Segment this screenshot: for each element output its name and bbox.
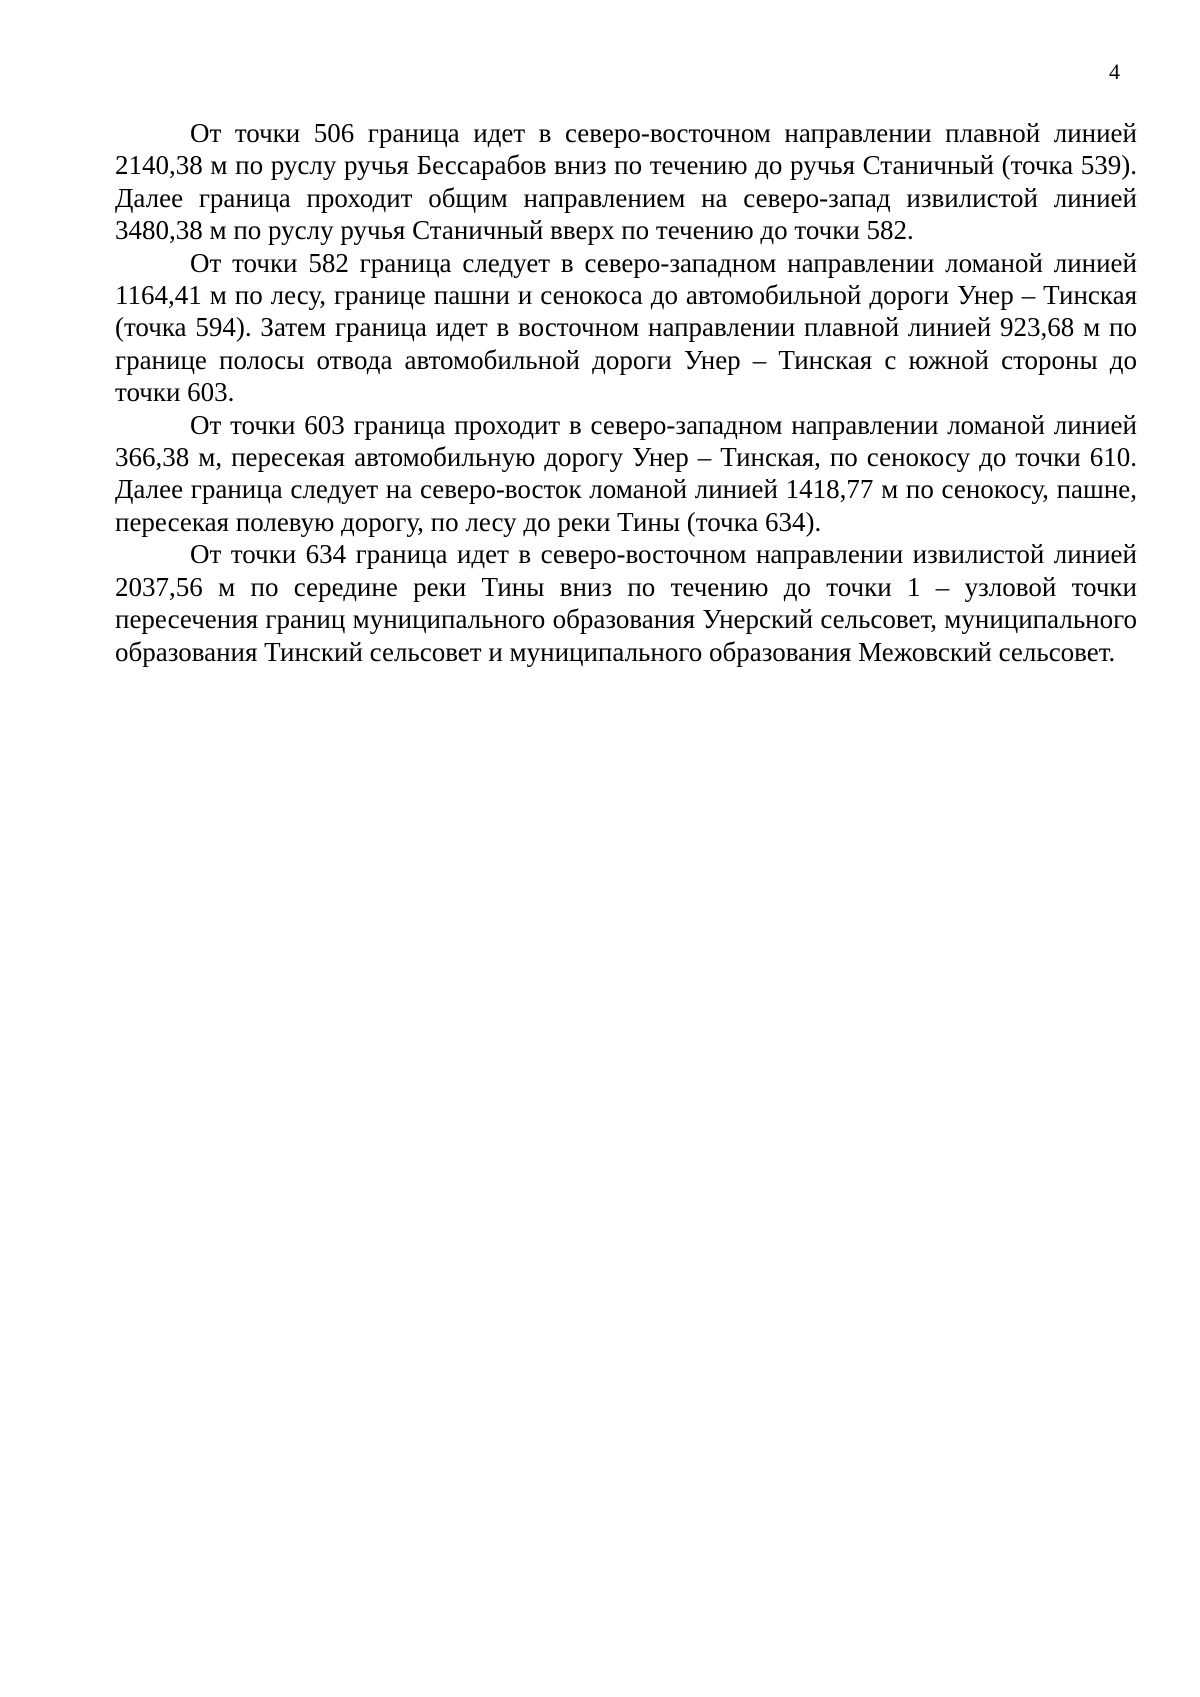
document-body bbox=[115, 117, 1137, 668]
paragraph: От точки 603 граница проходит в северо-западном направлении ломаной линией 366,38 м, пересекая автомобильную дорогу Унер – Тинская, по сенокосу до точки 610. Далее граница следует на северо-восток ломаной линией 1418,77 м по сенокосу, пашне, пересекая полевую дорогу, по лесу до реки Тины (точка 634). bbox=[115, 409, 1137, 537]
paragraph: От точки 582 граница следует в северо-западном направлении ломаной линией 1164,41 м по лесу, границе пашни и сенокоса до автомобильной дороги Унер – Тинская (точка 594). Затем граница идет в восточном направлении плавной линией 923,68 м по границе полосы отвода автомобильной дороги Унер – Тинская с южной стороны до точки 603. bbox=[115, 247, 1137, 408]
paragraph: От точки 506 граница идет в северо-восточном направлении плавной линией 2140,38 м по руслу ручья Бессарабов вниз по течению до ручья Станичный (точка 539). Далее граница проходит общим направлением на северо-запад извилистой линией 3480,38 м по руслу ручья Станичный вверх по течению до точки 582. bbox=[115, 118, 1137, 246]
paragraph: От точки 634 граница идет в северо-восточном направлении извилистой линией 2037,56 м по середине реки Тины вниз по течению до точки 1 – узловой точки пересечения границ муниципального образования Унерский сельсовет, муниципального образования Тинский сельсовет и муниципального образования Межовский сельсовет. bbox=[115, 539, 1137, 667]
page-number: 4 bbox=[1109, 59, 1120, 84]
